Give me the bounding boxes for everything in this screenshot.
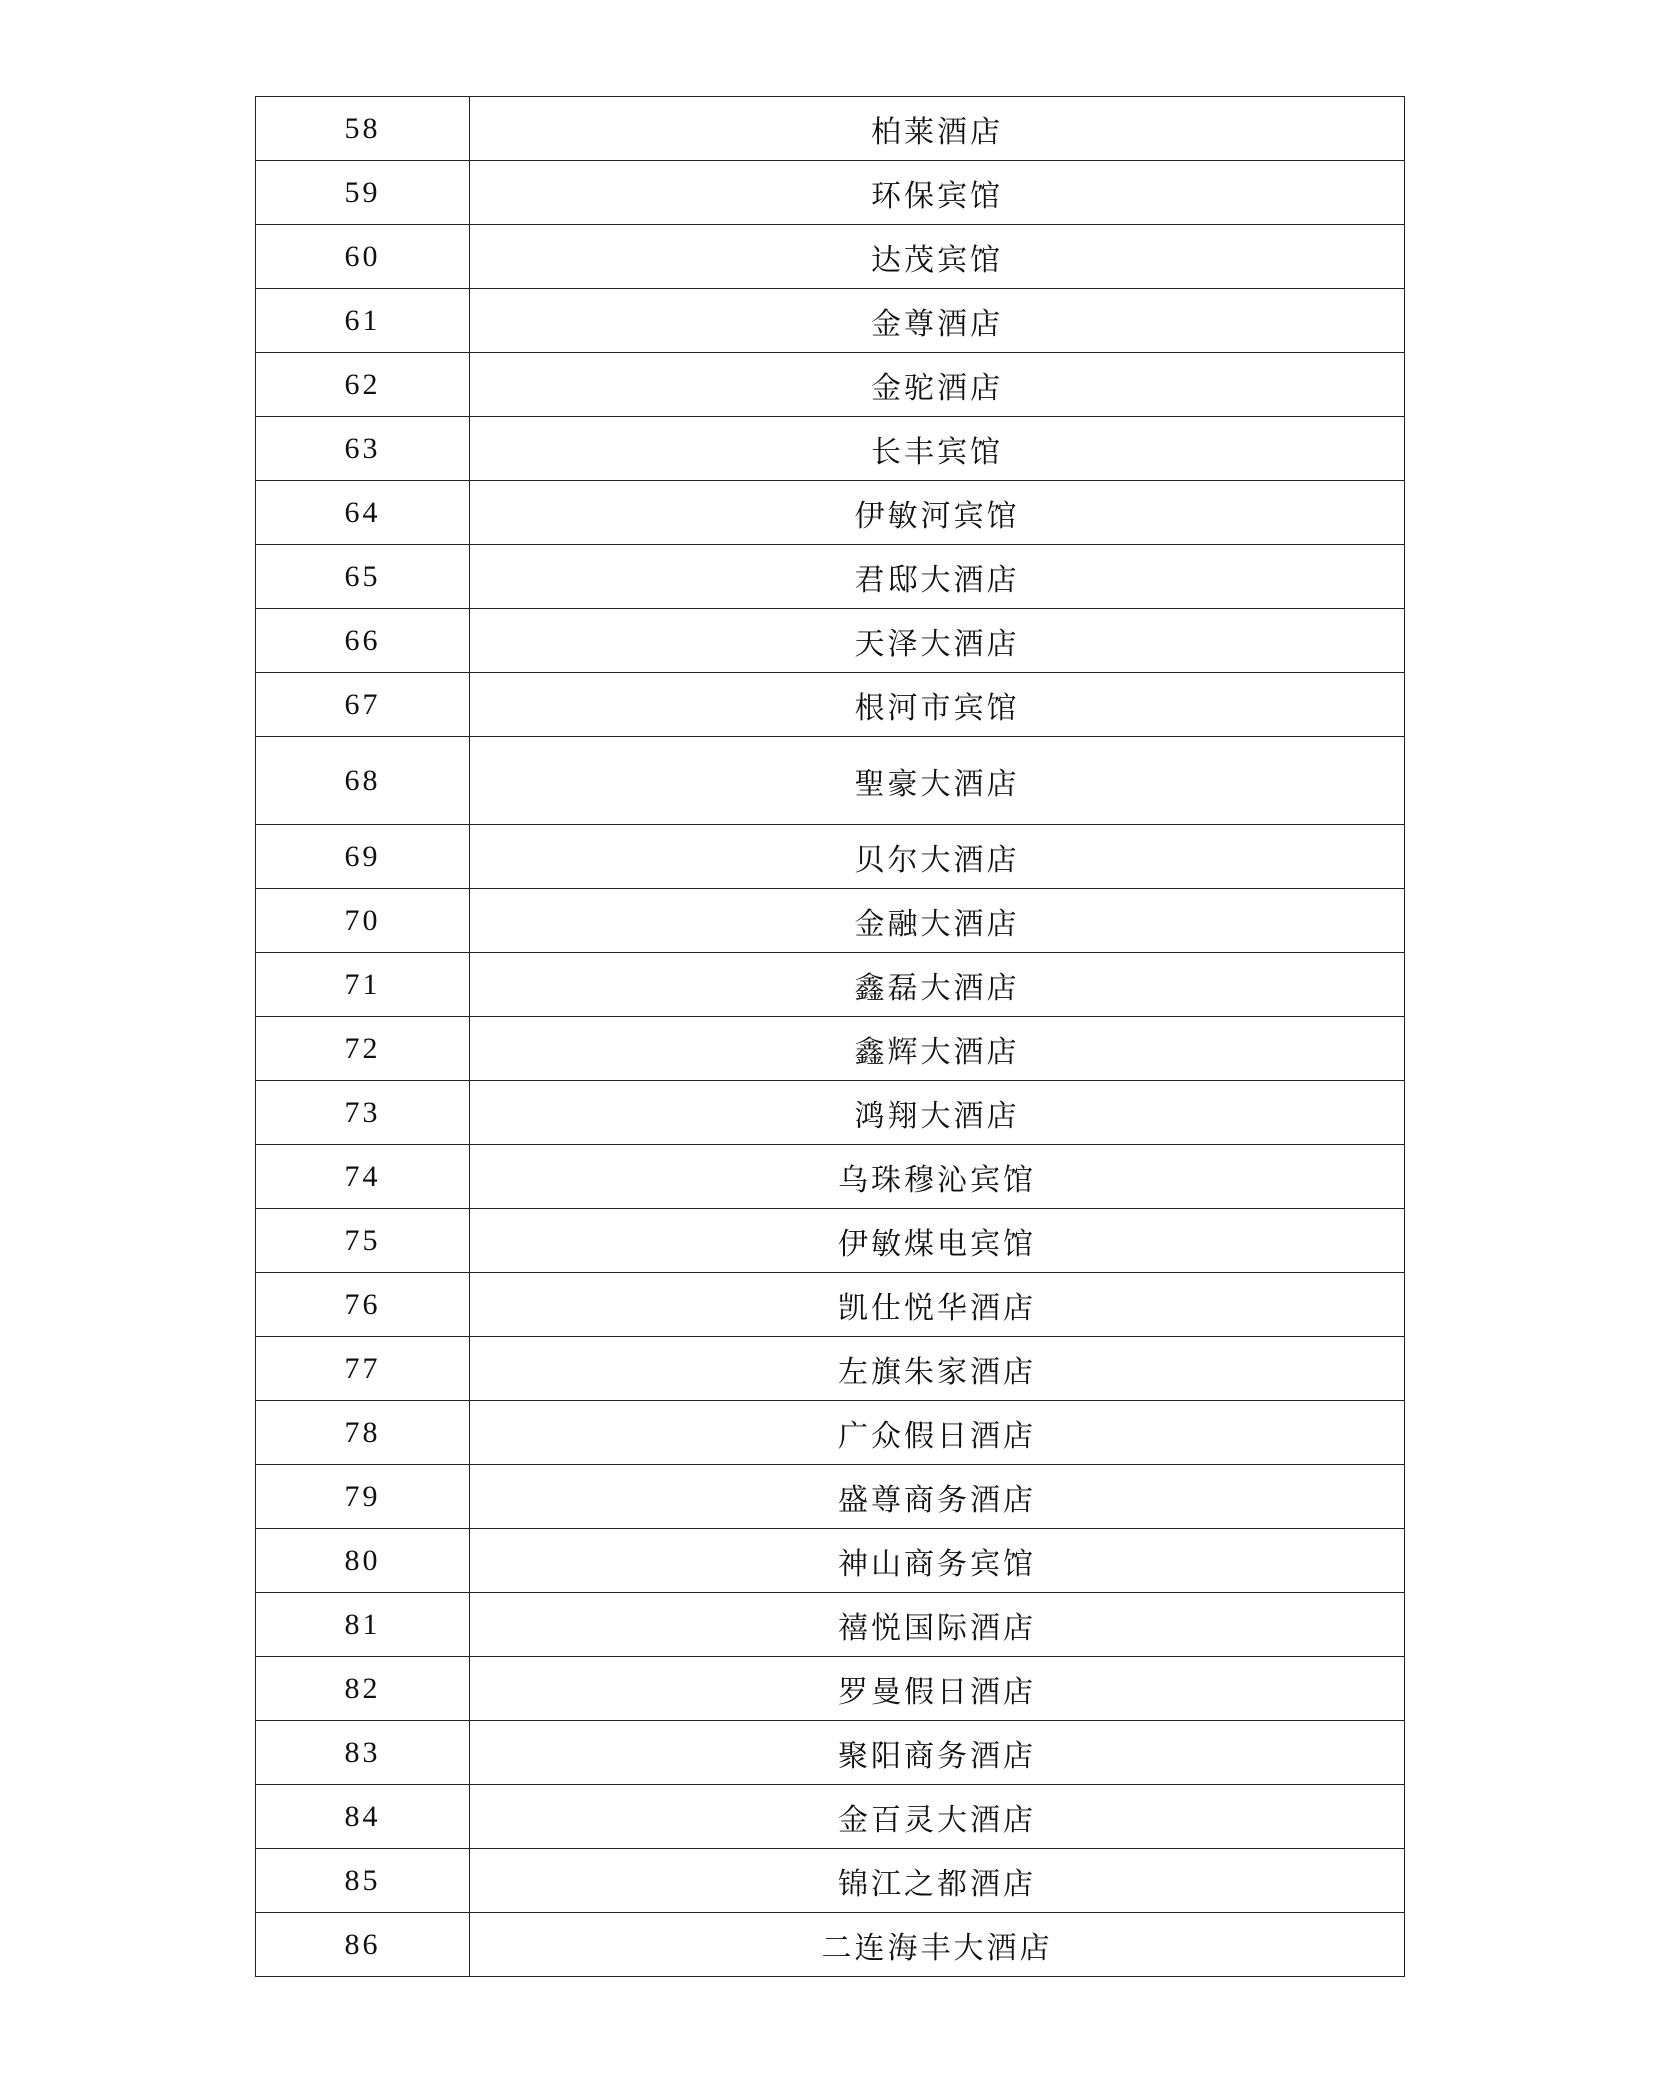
hotel-name: 凯仕悦华酒店 bbox=[470, 1273, 1405, 1337]
hotel-name: 聚阳商务酒店 bbox=[470, 1721, 1405, 1785]
row-number: 74 bbox=[256, 1145, 470, 1209]
table-row bbox=[256, 1401, 1405, 1465]
hotel-name: 达茂宾馆 bbox=[470, 225, 1405, 289]
table-row bbox=[256, 1209, 1405, 1273]
row-number: 67 bbox=[256, 673, 470, 737]
table-row bbox=[256, 1593, 1405, 1657]
table-row bbox=[256, 609, 1405, 673]
table-row bbox=[256, 1017, 1405, 1081]
row-number: 86 bbox=[256, 1913, 470, 1977]
hotel-name: 君邸大酒店 bbox=[470, 545, 1405, 609]
table-row bbox=[256, 1081, 1405, 1145]
hotel-name: 鑫磊大酒店 bbox=[470, 953, 1405, 1017]
hotel-name: 金百灵大酒店 bbox=[470, 1785, 1405, 1849]
row-number: 63 bbox=[256, 417, 470, 481]
table-row bbox=[256, 417, 1405, 481]
row-number: 83 bbox=[256, 1721, 470, 1785]
hotel-name: 聖豪大酒店 bbox=[470, 737, 1405, 825]
hotel-name: 金驼酒店 bbox=[470, 353, 1405, 417]
table-row bbox=[256, 545, 1405, 609]
row-number: 62 bbox=[256, 353, 470, 417]
row-number: 60 bbox=[256, 225, 470, 289]
row-number: 82 bbox=[256, 1657, 470, 1721]
hotel-name: 盛尊商务酒店 bbox=[470, 1465, 1405, 1529]
row-number: 77 bbox=[256, 1337, 470, 1401]
table-row bbox=[256, 1337, 1405, 1401]
row-number: 84 bbox=[256, 1785, 470, 1849]
hotel-name: 广众假日酒店 bbox=[470, 1401, 1405, 1465]
table-row bbox=[256, 1273, 1405, 1337]
table-row bbox=[256, 353, 1405, 417]
table-row bbox=[256, 1657, 1405, 1721]
hotel-name: 天泽大酒店 bbox=[470, 609, 1405, 673]
table-row bbox=[256, 1785, 1405, 1849]
table-row bbox=[256, 225, 1405, 289]
table-row bbox=[256, 289, 1405, 353]
hotel-name: 乌珠穆沁宾馆 bbox=[470, 1145, 1405, 1209]
row-number: 68 bbox=[256, 737, 470, 825]
hotel-name: 罗曼假日酒店 bbox=[470, 1657, 1405, 1721]
hotel-name: 伊敏河宾馆 bbox=[470, 481, 1405, 545]
row-number: 70 bbox=[256, 889, 470, 953]
hotel-name: 禧悦国际酒店 bbox=[470, 1593, 1405, 1657]
hotel-name: 金尊酒店 bbox=[470, 289, 1405, 353]
row-number: 69 bbox=[256, 825, 470, 889]
row-number: 64 bbox=[256, 481, 470, 545]
table-row bbox=[256, 889, 1405, 953]
hotel-name: 二连海丰大酒店 bbox=[470, 1913, 1405, 1977]
table-row bbox=[256, 953, 1405, 1017]
row-number: 76 bbox=[256, 1273, 470, 1337]
table-row bbox=[256, 737, 1405, 825]
hotel-name: 神山商务宾馆 bbox=[470, 1529, 1405, 1593]
hotel-name: 左旗朱家酒店 bbox=[470, 1337, 1405, 1401]
table-row bbox=[256, 1721, 1405, 1785]
table-row bbox=[256, 673, 1405, 737]
row-number: 78 bbox=[256, 1401, 470, 1465]
row-number: 66 bbox=[256, 609, 470, 673]
hotel-name: 鸿翔大酒店 bbox=[470, 1081, 1405, 1145]
hotel-name: 根河市宾馆 bbox=[470, 673, 1405, 737]
row-number: 81 bbox=[256, 1593, 470, 1657]
table-row bbox=[256, 97, 1405, 161]
table-row bbox=[256, 481, 1405, 545]
table-row bbox=[256, 1145, 1405, 1209]
row-number: 72 bbox=[256, 1017, 470, 1081]
row-number: 73 bbox=[256, 1081, 470, 1145]
row-number: 85 bbox=[256, 1849, 470, 1913]
row-number: 58 bbox=[256, 97, 470, 161]
table-row bbox=[256, 1465, 1405, 1529]
row-number: 65 bbox=[256, 545, 470, 609]
hotel-list-table bbox=[255, 96, 1405, 1977]
row-number: 75 bbox=[256, 1209, 470, 1273]
row-number: 59 bbox=[256, 161, 470, 225]
row-number: 61 bbox=[256, 289, 470, 353]
hotel-name: 柏莱酒店 bbox=[470, 97, 1405, 161]
hotel-name: 伊敏煤电宾馆 bbox=[470, 1209, 1405, 1273]
row-number: 79 bbox=[256, 1465, 470, 1529]
hotel-name: 锦江之都酒店 bbox=[470, 1849, 1405, 1913]
table-row bbox=[256, 1529, 1405, 1593]
hotel-name: 环保宾馆 bbox=[470, 161, 1405, 225]
table-row bbox=[256, 161, 1405, 225]
row-number: 80 bbox=[256, 1529, 470, 1593]
hotel-name: 贝尔大酒店 bbox=[470, 825, 1405, 889]
table-row bbox=[256, 825, 1405, 889]
row-number: 71 bbox=[256, 953, 470, 1017]
hotel-name: 长丰宾馆 bbox=[470, 417, 1405, 481]
table-row bbox=[256, 1913, 1405, 1977]
table-row bbox=[256, 1849, 1405, 1913]
hotel-name: 金融大酒店 bbox=[470, 889, 1405, 953]
hotel-name: 鑫辉大酒店 bbox=[470, 1017, 1405, 1081]
